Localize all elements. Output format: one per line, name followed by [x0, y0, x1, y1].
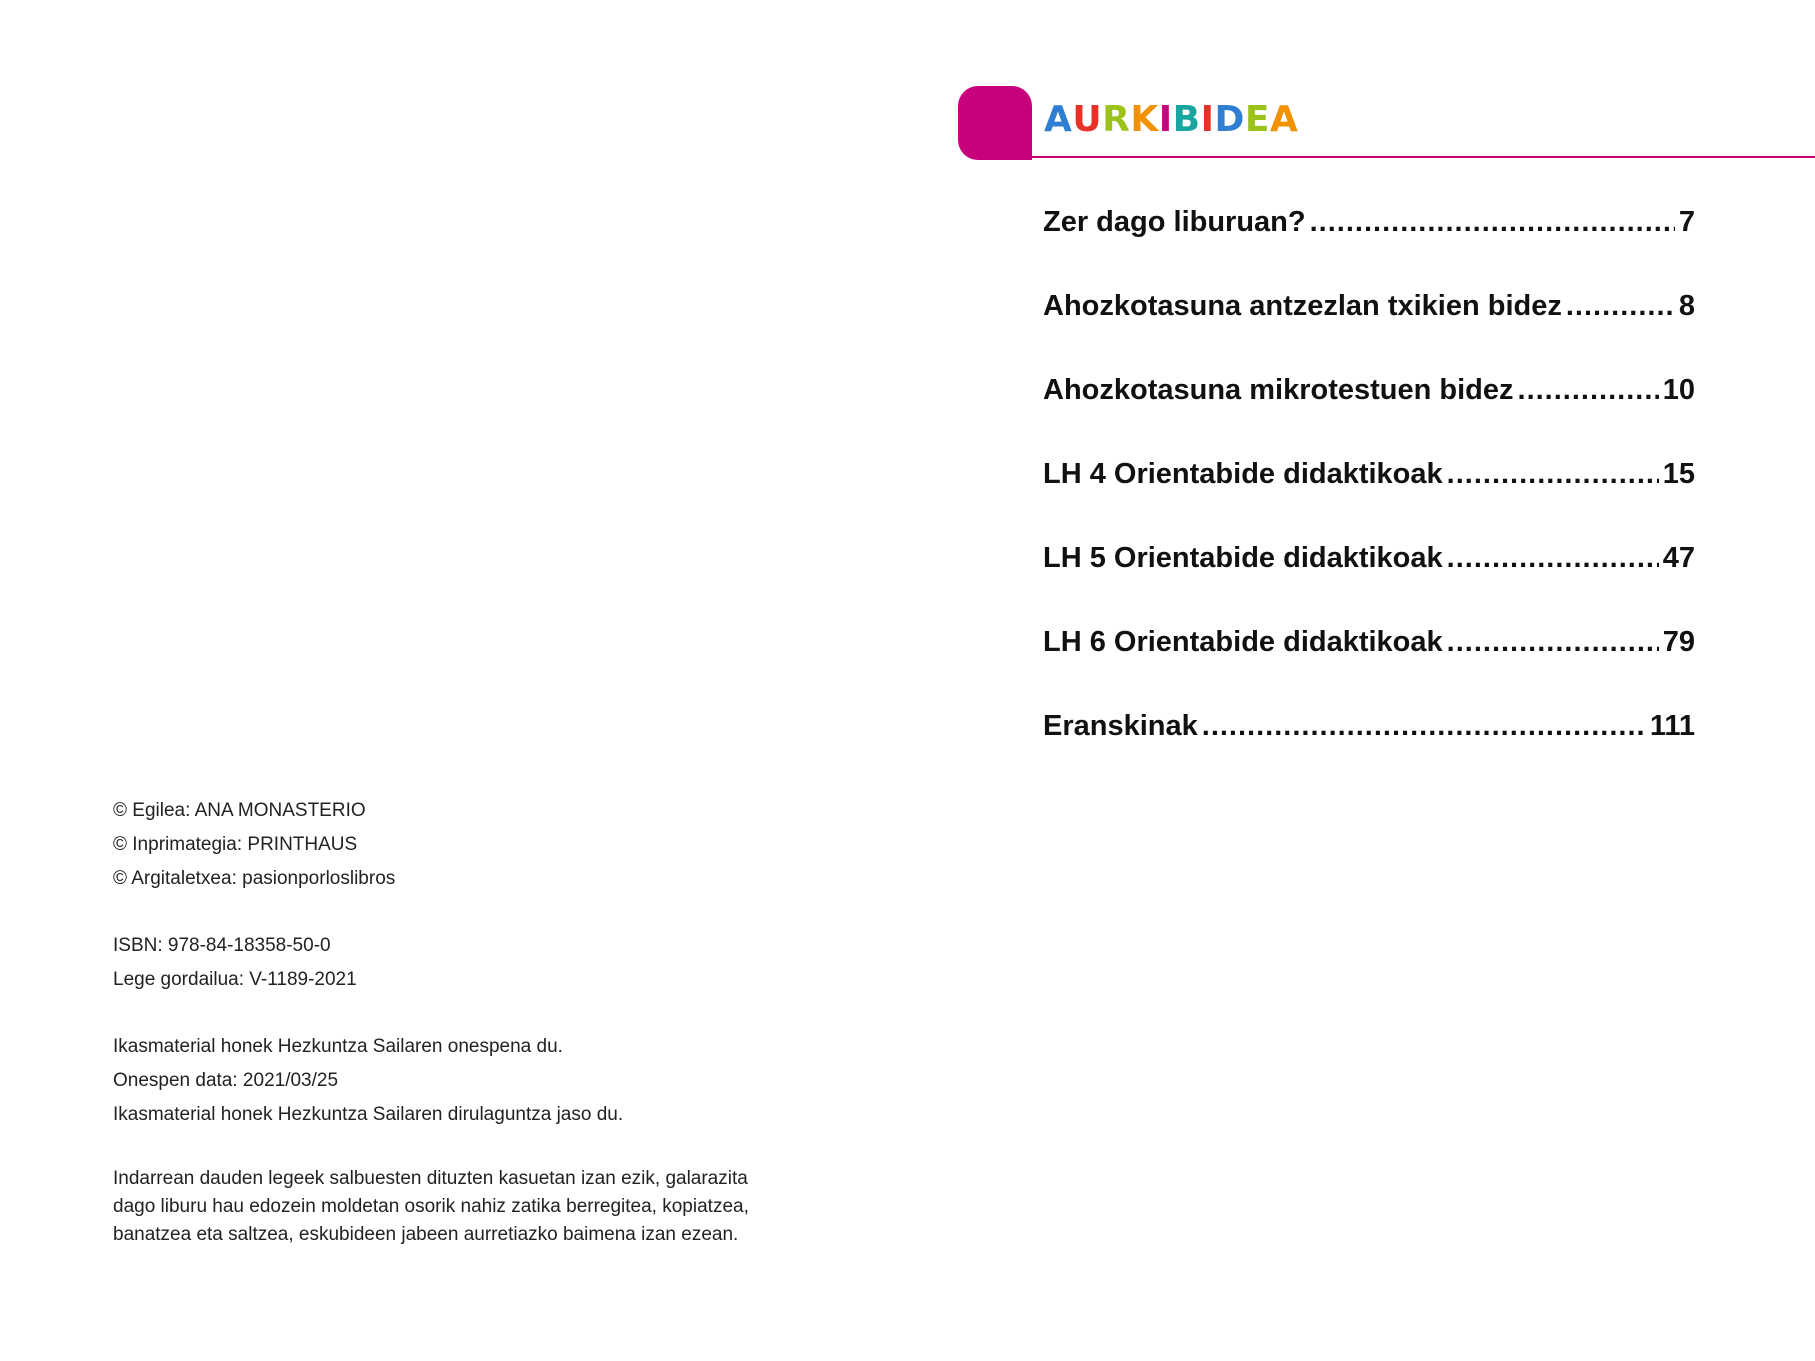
toc-entry-page-number: 47: [1662, 542, 1695, 574]
isbn: ISBN: 978-84-18358-50-0: [113, 935, 331, 956]
toc-dot-leader: [1310, 206, 1675, 239]
toc-dot-leader: [1518, 374, 1659, 407]
toc-entry: [1043, 542, 1695, 626]
toc-entry-label: LH 5 Orientabide didaktikoak: [1043, 542, 1443, 574]
toc-entry: [1043, 626, 1695, 710]
legal-deposit: Lege gordailua: V-1189-2021: [113, 969, 357, 990]
toc-list: [1043, 206, 1695, 794]
toc-entry: [1043, 290, 1695, 374]
toc-entry-label: LH 6 Orientabide didaktikoak: [1043, 626, 1443, 658]
toc-entry-label: Ahozkotasuna mikrotestuen bidez: [1043, 374, 1514, 406]
toc-tab-shape: [958, 86, 1032, 160]
toc-title-letter: R: [1102, 99, 1131, 140]
toc-title-letter: D: [1214, 99, 1245, 140]
toc-header: [958, 86, 1815, 160]
toc-title-letter: A: [1270, 99, 1299, 140]
publisher-credit: © Argitaletxea: pasionporloslibros: [113, 868, 396, 889]
toc-dot-leader: [1447, 542, 1659, 575]
toc-title-letter: I: [1200, 99, 1215, 140]
toc-entry-label: Eranskinak: [1043, 710, 1198, 742]
toc-entry-page-number: 10: [1662, 374, 1695, 406]
toc-entry: [1043, 206, 1695, 290]
subsidy-note: Ikasmaterial honek Hezkuntza Sailaren dirulaguntza jaso du.: [113, 1104, 624, 1125]
printer-credit: © Inprimategia: PRINTHAUS: [113, 834, 358, 855]
toc-title-letter: A: [1044, 99, 1073, 140]
toc-entry-page-number: 111: [1649, 710, 1695, 742]
toc-entry: [1043, 710, 1695, 794]
legal-notice-line: dago liburu hau edozein moldetan osorik nahiz zatika berregitea, kopiatzea,: [113, 1196, 749, 1217]
toc-title-letter: I: [1158, 99, 1173, 140]
toc-title-letter: K: [1130, 99, 1159, 140]
toc-entry-label: Ahozkotasuna antzezlan txikien bidez: [1043, 290, 1562, 322]
toc-entry-page-number: 7: [1678, 206, 1695, 238]
toc-dot-leader: [1202, 710, 1646, 743]
toc-entry: [1043, 458, 1695, 542]
toc-dot-leader: [1447, 458, 1659, 491]
toc-entry: [1043, 374, 1695, 458]
legal-notice-line: Indarrean dauden legeek salbuesten dituzten kasuetan izan ezik, galarazita: [113, 1168, 748, 1189]
colophon: [113, 794, 813, 1249]
toc-title-letter: U: [1072, 99, 1103, 140]
toc-entry-label: Zer dago liburuan?: [1043, 206, 1306, 238]
approval-date: Onespen data: 2021/03/25: [113, 1070, 339, 1091]
toc-dot-leader: [1447, 626, 1659, 659]
legal-notice-line: banatzea eta saltzea, eskubideen jabeen aurretiazko baimena izan ezean.: [113, 1224, 739, 1245]
author-credit: © Egilea: ANA MONASTERIO: [113, 800, 366, 821]
toc-entry-label: LH 4 Orientabide didaktikoak: [1043, 458, 1443, 490]
toc-title-letter: B: [1172, 99, 1201, 140]
toc-header-rule: [1032, 156, 1815, 158]
toc-entry-page-number: 15: [1662, 458, 1695, 490]
toc-entry-page-number: 8: [1678, 290, 1695, 322]
toc-entry-page-number: 79: [1662, 626, 1695, 658]
toc-title: [1044, 98, 1298, 142]
approval-note: Ikasmaterial honek Hezkuntza Sailaren onespena du.: [113, 1036, 563, 1057]
toc-dot-leader: [1566, 290, 1675, 323]
toc-title-letter: E: [1244, 99, 1270, 140]
